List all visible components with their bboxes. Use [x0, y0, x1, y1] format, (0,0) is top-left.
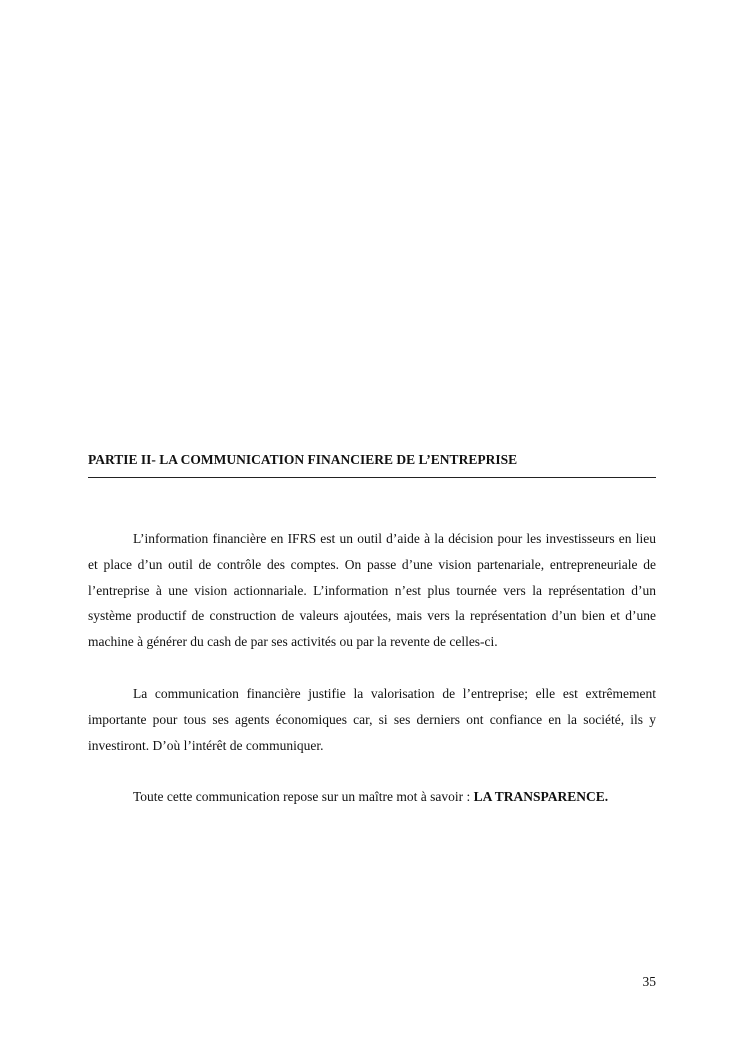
paragraph-communication: La communication financière justifie la valorisation de l’entreprise; elle est extrêmement importante pour tous ses agents économiques car, si ses derniers ont confiance en la société, ils y investiront. D’où l’intérêt de communiquer. [88, 686, 656, 753]
paragraph-transparence [88, 784, 656, 810]
paragraph-ifrs: L’information financière en IFRS est un outil d’aide à la décision pour les investisseurs en lieu et place d’un outil de contrôle des comptes. On passe d’une vision partenariale, entrepreneuriale de l’entreprise à une vision actionnariale. L’information n’est plus tournée vers la représentation d’un système productif de construction de valeurs ajoutées, mais vers la représentation d’un bien et d’une machine à générer du cash de par ses activités ou par la revente de celles-ci. [88, 531, 656, 650]
paragraph-transparence-text: Toute cette communication repose sur un maître mot à savoir : [133, 789, 474, 804]
transparence-keyword: LA TRANSPARENCE. [473, 789, 609, 804]
page-number: 35 [642, 974, 656, 989]
heading-underline [88, 477, 656, 478]
section-heading: PARTIE II- LA COMMUNICATION FINANCIERE DE L’ENTREPRISE [88, 452, 518, 467]
